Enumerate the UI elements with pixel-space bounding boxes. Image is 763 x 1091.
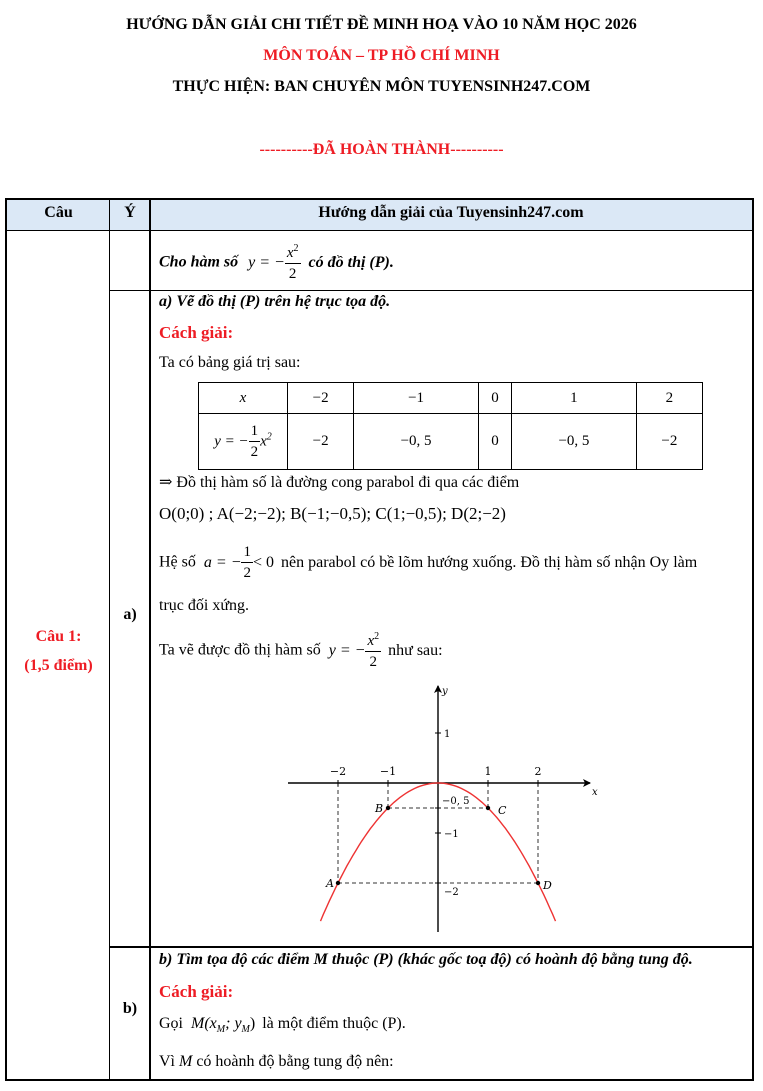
- x-tick-label: 1: [484, 765, 492, 778]
- point-label-a: A: [326, 877, 334, 890]
- intro-formula-exp: 2: [293, 243, 299, 254]
- part-b-line2-prefix: Vì: [159, 1053, 175, 1070]
- intro-formula-lhs: y = −: [248, 253, 285, 271]
- part-b-task: b) Tìm tọa độ các điểm M thuộc (P) (khác gốc toạ độ) có hoành độ bằng tung độ.: [159, 951, 693, 968]
- value-table-cell: −2: [288, 414, 354, 470]
- point-m-sub2: M: [241, 1024, 250, 1036]
- x-tick-label: −2: [329, 765, 347, 778]
- point-m-close: ): [249, 1015, 256, 1032]
- y-axis-label: y: [442, 686, 448, 697]
- line5-prefix: Ta vẽ được đồ thị hàm số: [159, 641, 321, 659]
- question-label: Câu 1:: [35, 628, 82, 645]
- column-header-part: Ý: [124, 204, 136, 221]
- y-tick-label: −0, 5: [442, 796, 470, 807]
- part-a-line2: ⇒ Đồ thị hàm số là đường cong parabol đi qua các điểm: [159, 474, 520, 491]
- x-tick-label: −1: [379, 765, 397, 778]
- part-b-line1-prefix: Gọi: [159, 1015, 183, 1032]
- point-label-c: C: [498, 804, 507, 817]
- line5-num: x: [367, 633, 375, 649]
- part-a-line4: trục đối xứng.: [159, 597, 249, 614]
- line3-num: 1: [241, 545, 253, 563]
- value-table-cell: −0, 5: [512, 414, 637, 470]
- document-subject: MÔN TOÁN – TP HỒ CHÍ MINH: [263, 47, 500, 64]
- part-b-line1-suffix: là một điểm thuộc (P).: [262, 1015, 406, 1032]
- value-table-cell: 1: [512, 383, 637, 414]
- question-points: (1,5 điểm): [24, 657, 93, 674]
- point-a: [336, 881, 340, 885]
- part-b-line2-var: M: [179, 1053, 193, 1070]
- line5-suffix: như sau:: [388, 641, 443, 659]
- point-m-sub1: M: [216, 1024, 226, 1036]
- part-b-line2-suffix: có hoành độ bằng tung độ nên:: [196, 1053, 394, 1070]
- line3-suffix: nên parabol có bề lõm hướng xuống. Đồ thị hàm số nhận Oy làm: [281, 553, 698, 571]
- value-table-cell: 0: [478, 414, 511, 470]
- part-b-line2: [159, 1053, 394, 1071]
- y-tick-label: −2: [444, 887, 459, 898]
- value-table-cell: −0, 5: [354, 414, 479, 470]
- line3-prefix: Hệ số: [159, 553, 196, 571]
- part-b-label: b): [122, 1000, 138, 1017]
- intro-formula-num: x: [286, 245, 294, 261]
- x-tick-label: 2: [534, 765, 542, 778]
- value-table-cell: −2: [288, 383, 354, 414]
- part-a-line1: Ta có bảng giá trị sau:: [159, 354, 301, 371]
- y-tick-label: 1: [444, 729, 451, 740]
- point-m-mid: ; y: [225, 1015, 242, 1032]
- line3-rhs: < 0: [252, 553, 275, 571]
- document-title: HƯỚNG DẪN GIẢI CHI TIẾT ĐỀ MINH HOẠ VÀO 10 NĂM HỌC 2026: [126, 16, 637, 33]
- value-table-cell: −1: [354, 383, 479, 414]
- y-header-lhs: y = −: [214, 432, 249, 449]
- line5-lhs: y = −: [328, 641, 366, 659]
- part-a-points: O(0;0) ; A(−2;−2); B(−1;−0,5); C(1;−0,5); D(2;−2): [159, 504, 506, 523]
- y-header-den: 2: [250, 443, 259, 460]
- part-a-task: a) Vẽ đồ thị (P) trên hệ trục tọa độ.: [159, 293, 391, 310]
- y-header-exp: 2: [266, 430, 272, 442]
- value-table-cell: 0: [478, 383, 511, 414]
- line5-den: 2: [369, 654, 378, 670]
- part-a-label: a): [123, 606, 137, 623]
- point-m-open: M(x: [191, 1015, 217, 1032]
- value-table-header-x: x: [199, 383, 288, 414]
- point-b: [386, 806, 390, 810]
- part-b-line1: [159, 1015, 406, 1035]
- intro-prefix: Cho hàm số: [159, 253, 239, 271]
- document-author: THỰC HIỆN: BAN CHUYÊN MÔN TUYENSINH247.COM: [172, 78, 591, 95]
- y-tick-label: −1: [444, 829, 459, 840]
- intro-formula-den: 2: [288, 266, 297, 282]
- line5-exp: 2: [374, 631, 380, 642]
- y-header-num: 1: [249, 424, 261, 442]
- y-header-var: x: [260, 432, 267, 449]
- part-b-method: Cách giải:: [159, 982, 234, 1001]
- point-m-formula: [191, 1015, 256, 1036]
- completion-status: ----------ĐÃ HOÀN THÀNH----------: [259, 141, 504, 158]
- column-header-question: Câu: [44, 204, 73, 221]
- point-c: [486, 806, 490, 810]
- point-d: [536, 881, 540, 885]
- intro-suffix: có đồ thị (P).: [308, 253, 394, 271]
- x-axis-label: x: [592, 787, 598, 798]
- line3-lhs: a = −: [203, 553, 242, 571]
- point-label-b: B: [375, 802, 384, 815]
- line3-den: 2: [243, 565, 251, 581]
- column-header-solution: Hướng dẫn giải của Tuyensinh247.com: [318, 204, 584, 221]
- part-a-method: Cách giải:: [159, 323, 234, 342]
- point-label-d: D: [543, 879, 552, 892]
- value-table-cell: 2: [636, 383, 702, 414]
- value-table-cell: −2: [636, 414, 702, 470]
